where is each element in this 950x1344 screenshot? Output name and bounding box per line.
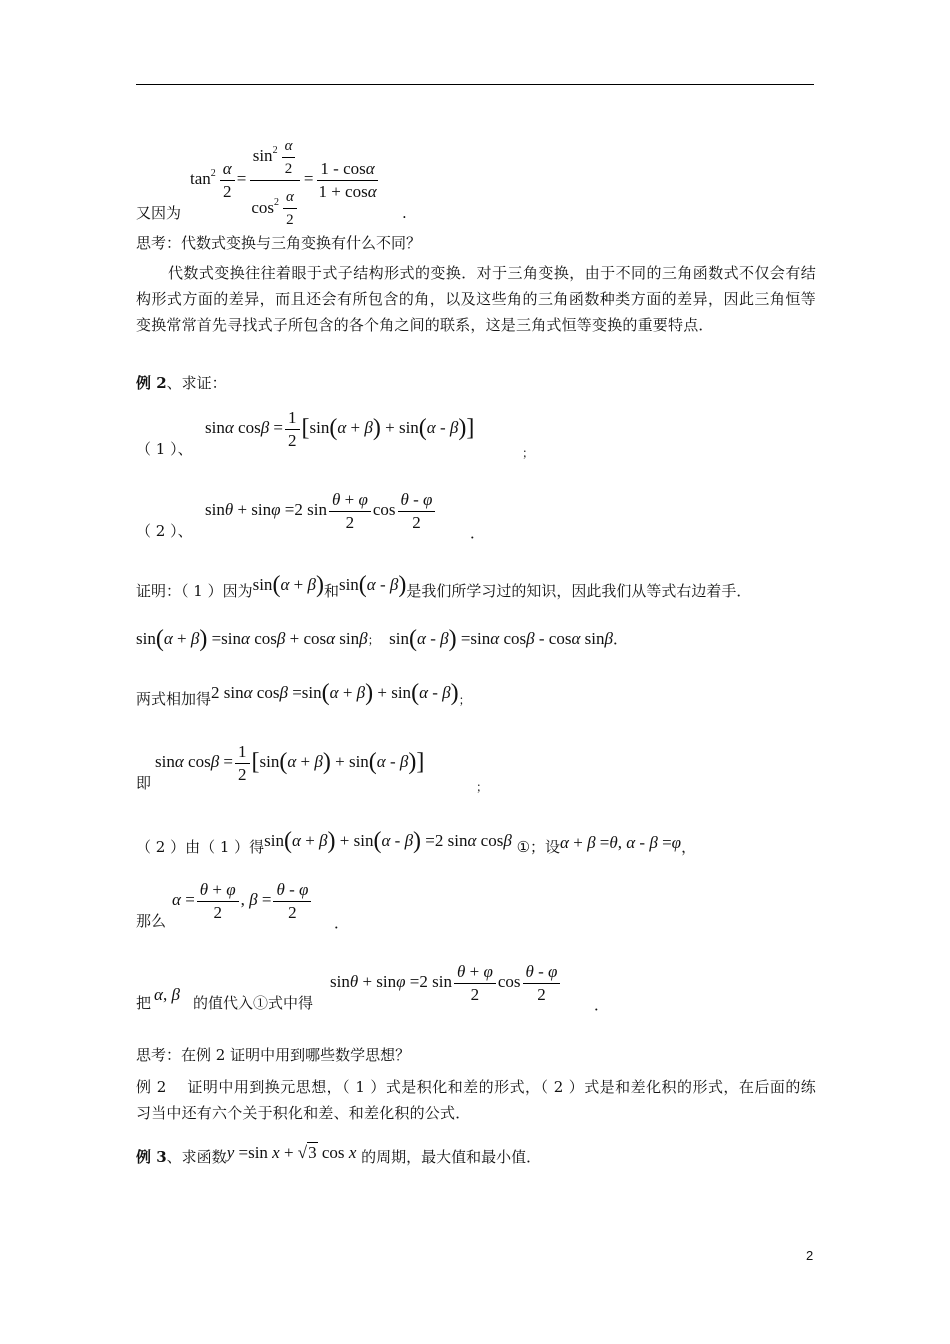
- proof-1-rest: 是我们所学习过的知识，因此我们从等式右边着手．: [406, 582, 752, 600]
- proof-1-and: 和: [323, 582, 339, 600]
- alpha-beta-symbols: α, β: [154, 985, 180, 1004]
- formula-ji: sinα cosβ = $\frac{1}{2}$ [sin(α + β) + sin(α - β)]: [155, 741, 425, 784]
- item-1-tail: ；: [522, 446, 535, 460]
- proof-1-line: 证明：（ 1 ）因为sin(α + β)和sin(α - β)是我们所学习过的知识，因此我们从等式右边着手．: [136, 572, 752, 600]
- example-2-heading: [136, 370, 227, 396]
- example-3-label: 例 3: [136, 1148, 167, 1166]
- part-2-line: （ 2 ）由（ 1 ）得sin(α + β) + sin(α - β) =2 sinα cosβ ①；设α + β =θ, α - β =φ，: [136, 828, 697, 856]
- think-question-2: 思考：在例 2 证明中用到哪些数学思想？: [136, 1046, 411, 1064]
- ba-mid: 的值代入①式中得: [193, 994, 314, 1012]
- part-2-tail: ，: [681, 838, 697, 856]
- example-2-text: 、求证：: [166, 374, 227, 392]
- part-2-mid: ①；设: [516, 838, 561, 856]
- example-3-b: 的周期，最大值和最小值．: [361, 1148, 542, 1166]
- formula-final: sinθ + sinφ =2 sin $\frac{\theta + \varphi}{2}$ cos $\frac{\theta - \varphi}{2}$: [330, 958, 562, 1006]
- expansion-sep: ；: [367, 633, 380, 647]
- formula-alpha-beta: α = $\frac{\theta + \varphi}{2}$ , β = $\frac{\theta - \varphi}{2}$: [172, 876, 313, 924]
- ba-lead: 把: [136, 994, 152, 1012]
- text-also-because: 又因为: [136, 204, 182, 222]
- formula-sum-to-product: sinθ + sinφ =2 sin $\frac{\theta + \varphi}{2}$ cos $\frac{\theta - \varphi}{2}$: [205, 486, 437, 534]
- example-3-line: 例 3、求函数y =sin x + √3 cos x 的周期，最大值和最小值．: [136, 1143, 542, 1166]
- item-2-label: （ 2 ）、: [136, 522, 193, 540]
- item-2-tail: ．: [470, 524, 486, 542]
- item-1-label: （ 1 ）、: [136, 440, 193, 458]
- example-2-label: 例 2: [136, 374, 167, 392]
- add-line: 两式相加得2 sinα cosβ =sin(α + β) + sin(α - β)；: [136, 680, 471, 708]
- formula-product-to-sum: sinα cosβ = $\frac{1}{2}$ [sin(α + β) + sin(α - β)]: [205, 407, 475, 450]
- proof-1-lead: 证明：（ 1 ）因为: [136, 582, 253, 600]
- header-rule: [136, 84, 814, 85]
- expansion-end: ．: [612, 630, 628, 648]
- name-label: 那么: [136, 912, 167, 930]
- formula-tan-half-angle: $\tan^2$ $\frac{\alpha}{2}$ = $\sin^2$ $\frac{\alpha}{2}$ $\cos^2$ $\frac{\alpha}{2}$ = $\frac{1 - \cos\alpha}{1 + \cos\alpha}$: [190, 126, 382, 231]
- part-2-lead: （ 2 ）由（ 1 ）得: [136, 838, 265, 856]
- add-lead: 两式相加得: [136, 690, 212, 708]
- paragraph-substitution: 例 2 证明中用到换元思想，（ 1 ）式是积化和差的形式，（ 2 ）式是和差化积的形式，在后面的练习当中还有六个关于积化和差、和差化积的公式．: [136, 1078, 816, 1122]
- ji-tail: ；: [476, 780, 489, 794]
- paragraph-transformation: 代数式变换往往着眼于式子结构形式的变换．对于三角变换，由于不同的三角函数式不仅会有结构形式方面的差异，而且还会有所包含的角，以及这些角的三角函数种类方面的差异，因此三角恒等变换常常首先寻找式子所包含的各个角之间的联系，这是三角式恒等变换的重要特点．: [136, 264, 816, 334]
- example-3-a: 、求函数: [166, 1148, 227, 1166]
- page-number: 2: [806, 1248, 814, 1263]
- ji-label: 即: [136, 774, 152, 792]
- name-tail: ．: [334, 914, 350, 932]
- add-tail: ；: [458, 693, 471, 707]
- text-period: .: [402, 204, 407, 222]
- ba-tail: ．: [594, 996, 610, 1014]
- expansion-line: sin(α + β) =sinα cosβ + cosα sinβ； sin(α - β) =sinα cosβ - cosα sinβ．: [136, 626, 628, 652]
- think-question-1: 思考：代数式变换与三角变换有什么不同？: [136, 234, 422, 252]
